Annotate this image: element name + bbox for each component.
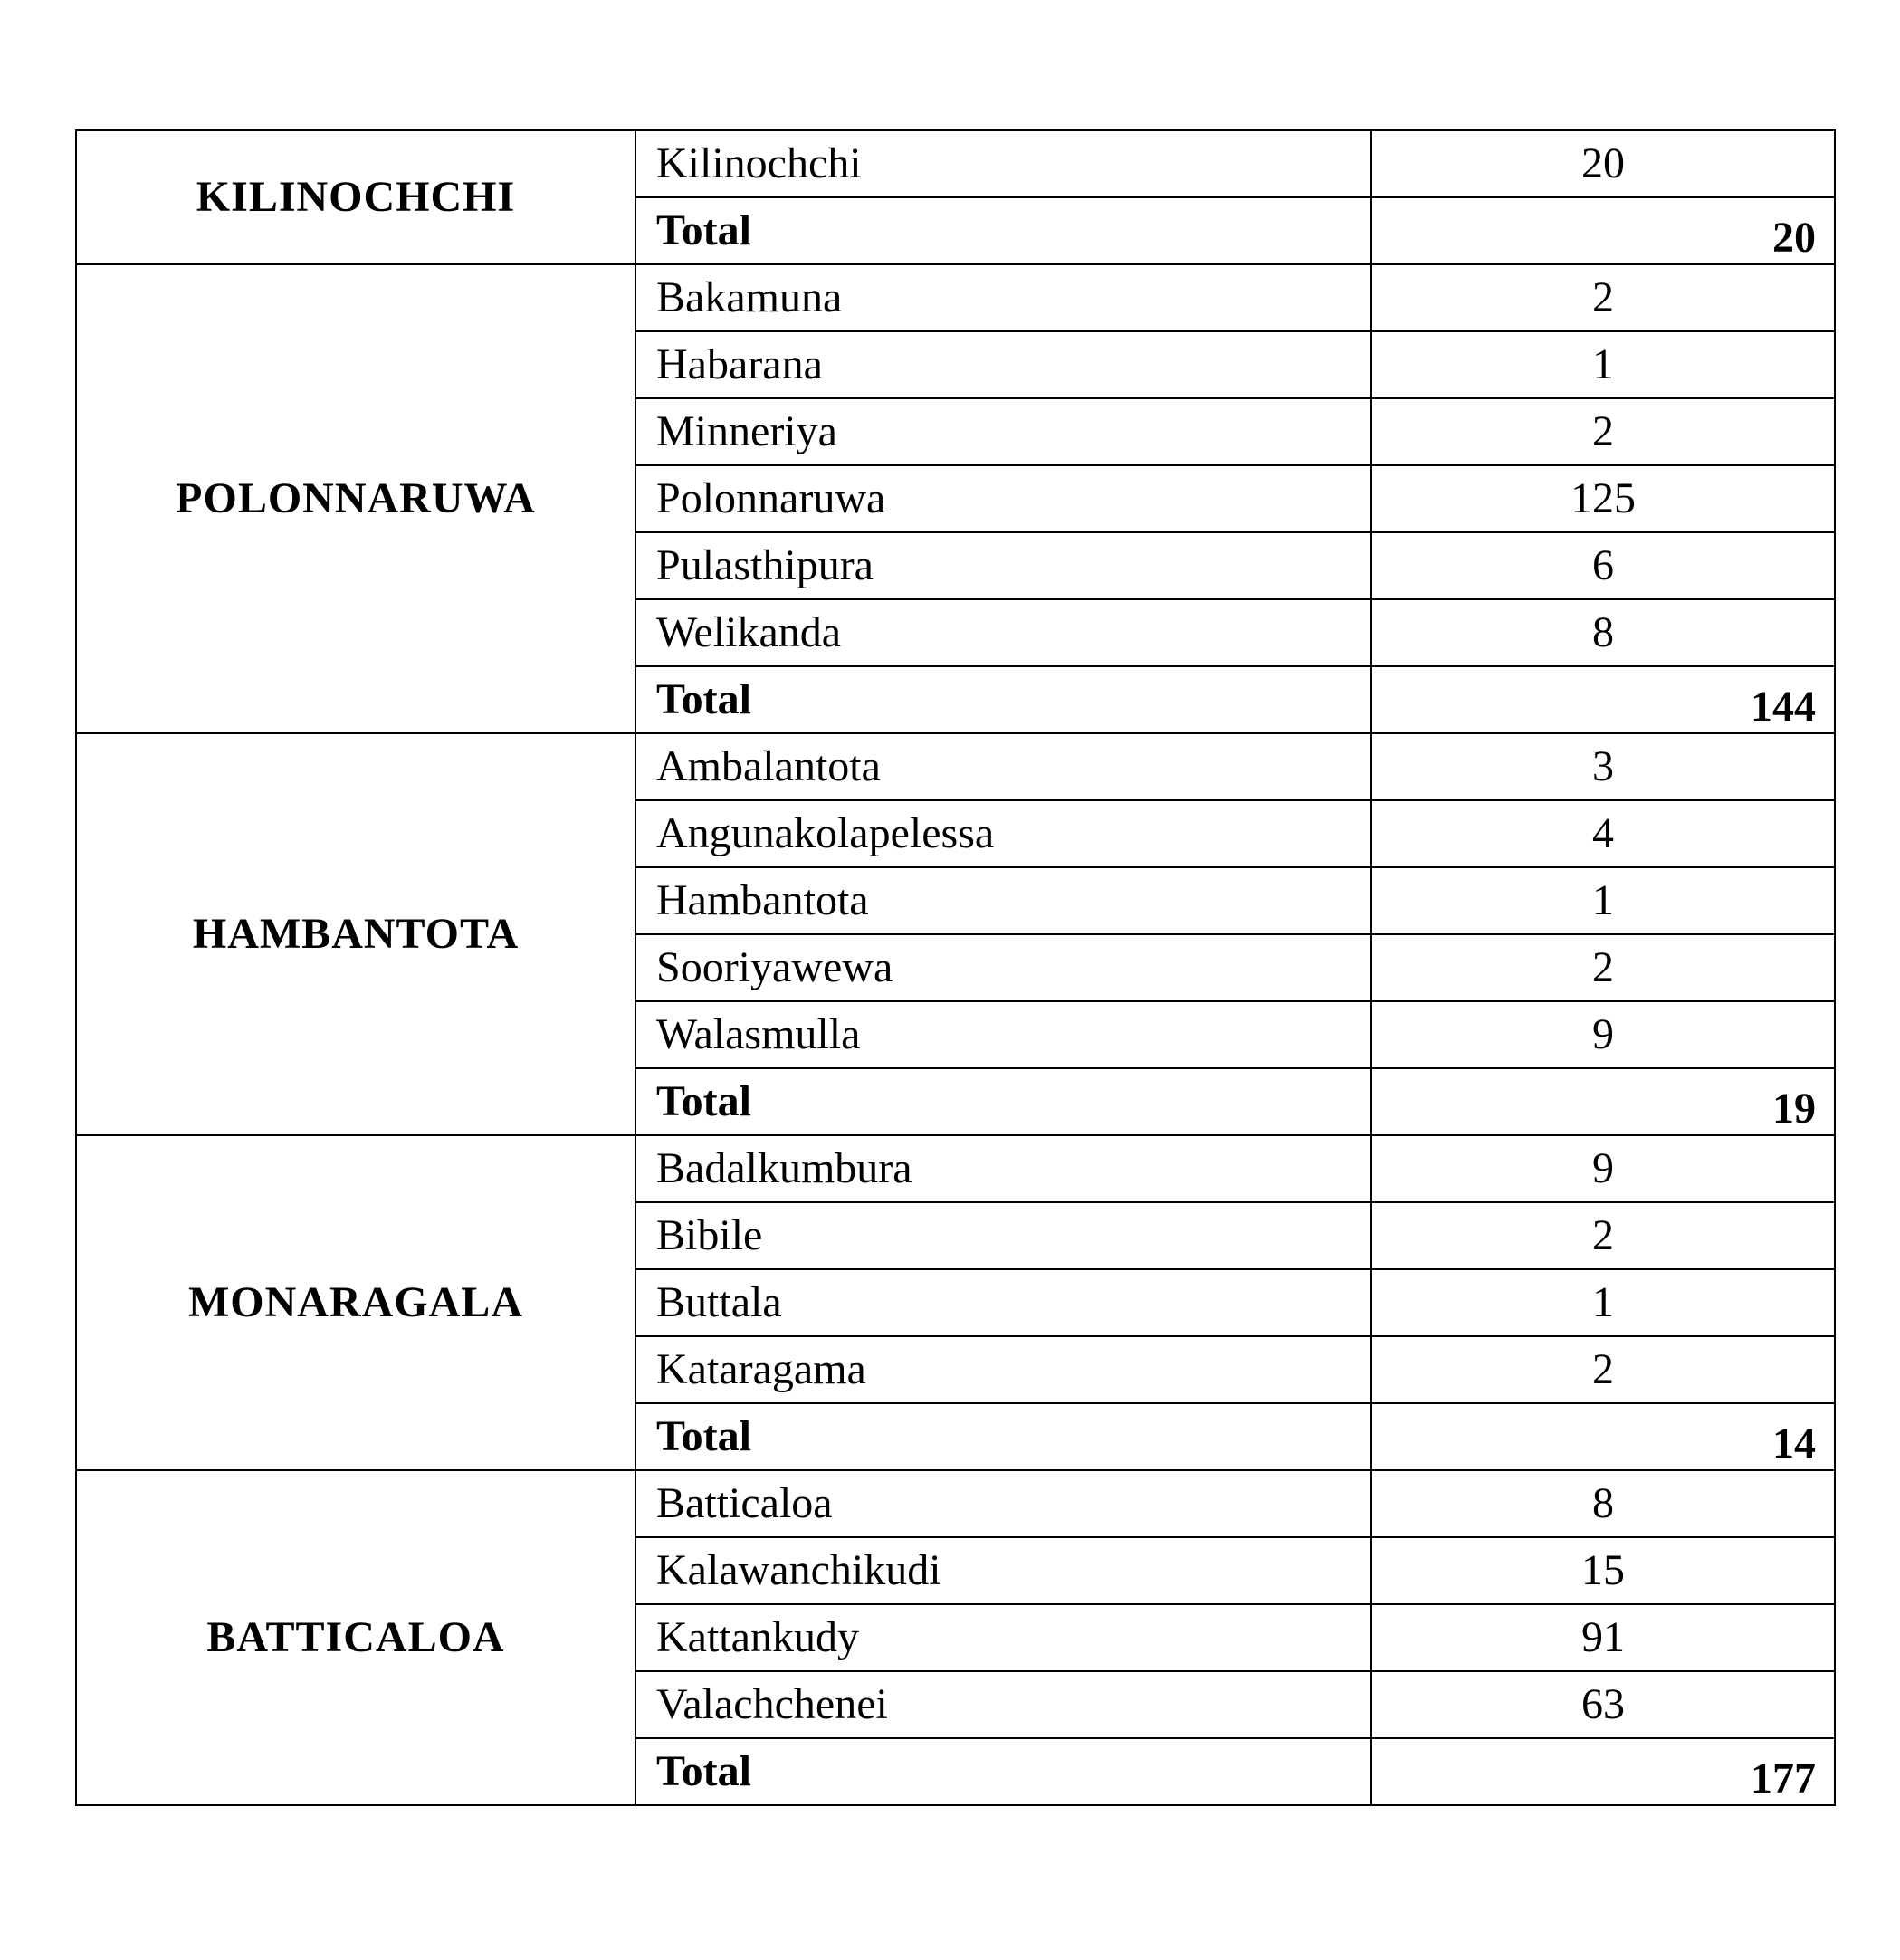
place-count: 1 bbox=[1371, 867, 1835, 934]
table-row bbox=[76, 130, 1835, 197]
total-label: Total bbox=[635, 1738, 1371, 1805]
place-name: Ambalantota bbox=[635, 733, 1371, 800]
total-label: Total bbox=[635, 197, 1371, 264]
total-value: 19 bbox=[1371, 1068, 1835, 1135]
place-count: 3 bbox=[1371, 733, 1835, 800]
place-count: 125 bbox=[1371, 465, 1835, 532]
total-label: Total bbox=[635, 1068, 1371, 1135]
place-name: Hambantota bbox=[635, 867, 1371, 934]
total-value: 14 bbox=[1371, 1403, 1835, 1470]
place-name: Kalawanchikudi bbox=[635, 1537, 1371, 1604]
district-name: KILINOCHCHI bbox=[76, 130, 635, 264]
place-count: 2 bbox=[1371, 934, 1835, 1001]
place-count: 2 bbox=[1371, 398, 1835, 465]
place-name: Kattankudy bbox=[635, 1604, 1371, 1671]
district-name: MONARAGALA bbox=[76, 1135, 635, 1470]
place-name: Valachchenei bbox=[635, 1671, 1371, 1738]
place-count: 15 bbox=[1371, 1537, 1835, 1604]
place-name: Kilinochchi bbox=[635, 130, 1371, 197]
place-name: Bibile bbox=[635, 1202, 1371, 1269]
place-count: 6 bbox=[1371, 532, 1835, 599]
district-name: HAMBANTOTA bbox=[76, 733, 635, 1135]
place-name: Bakamuna bbox=[635, 264, 1371, 331]
place-count: 63 bbox=[1371, 1671, 1835, 1738]
place-count: 20 bbox=[1371, 130, 1835, 197]
total-value: 144 bbox=[1371, 666, 1835, 733]
place-name: Kataragama bbox=[635, 1336, 1371, 1403]
place-name: Habarana bbox=[635, 331, 1371, 398]
place-name: Welikanda bbox=[635, 599, 1371, 666]
place-name: Badalkumbura bbox=[635, 1135, 1371, 1202]
table-row bbox=[76, 1135, 1835, 1202]
place-count: 2 bbox=[1371, 264, 1835, 331]
place-count: 8 bbox=[1371, 599, 1835, 666]
place-name: Pulasthipura bbox=[635, 532, 1371, 599]
place-count: 9 bbox=[1371, 1001, 1835, 1068]
place-count: 9 bbox=[1371, 1135, 1835, 1202]
place-count: 1 bbox=[1371, 331, 1835, 398]
place-name: Buttala bbox=[635, 1269, 1371, 1336]
total-label: Total bbox=[635, 666, 1371, 733]
place-count: 8 bbox=[1371, 1470, 1835, 1537]
place-name: Sooriyawewa bbox=[635, 934, 1371, 1001]
place-name: Walasmulla bbox=[635, 1001, 1371, 1068]
place-count: 1 bbox=[1371, 1269, 1835, 1336]
table-row bbox=[76, 1470, 1835, 1537]
place-name: Angunakolapelessa bbox=[635, 800, 1371, 867]
place-count: 4 bbox=[1371, 800, 1835, 867]
total-label: Total bbox=[635, 1403, 1371, 1470]
place-name: Polonnaruwa bbox=[635, 465, 1371, 532]
total-value: 20 bbox=[1371, 197, 1835, 264]
total-value: 177 bbox=[1371, 1738, 1835, 1805]
place-name: Minneriya bbox=[635, 398, 1371, 465]
place-count: 91 bbox=[1371, 1604, 1835, 1671]
district-count-table bbox=[75, 129, 1836, 1806]
district-name: POLONNARUWA bbox=[76, 264, 635, 733]
table-body bbox=[76, 130, 1835, 1805]
place-count: 2 bbox=[1371, 1202, 1835, 1269]
place-count: 2 bbox=[1371, 1336, 1835, 1403]
district-name: BATTICALOA bbox=[76, 1470, 635, 1805]
table-row bbox=[76, 733, 1835, 800]
table-row bbox=[76, 264, 1835, 331]
place-name: Batticaloa bbox=[635, 1470, 1371, 1537]
